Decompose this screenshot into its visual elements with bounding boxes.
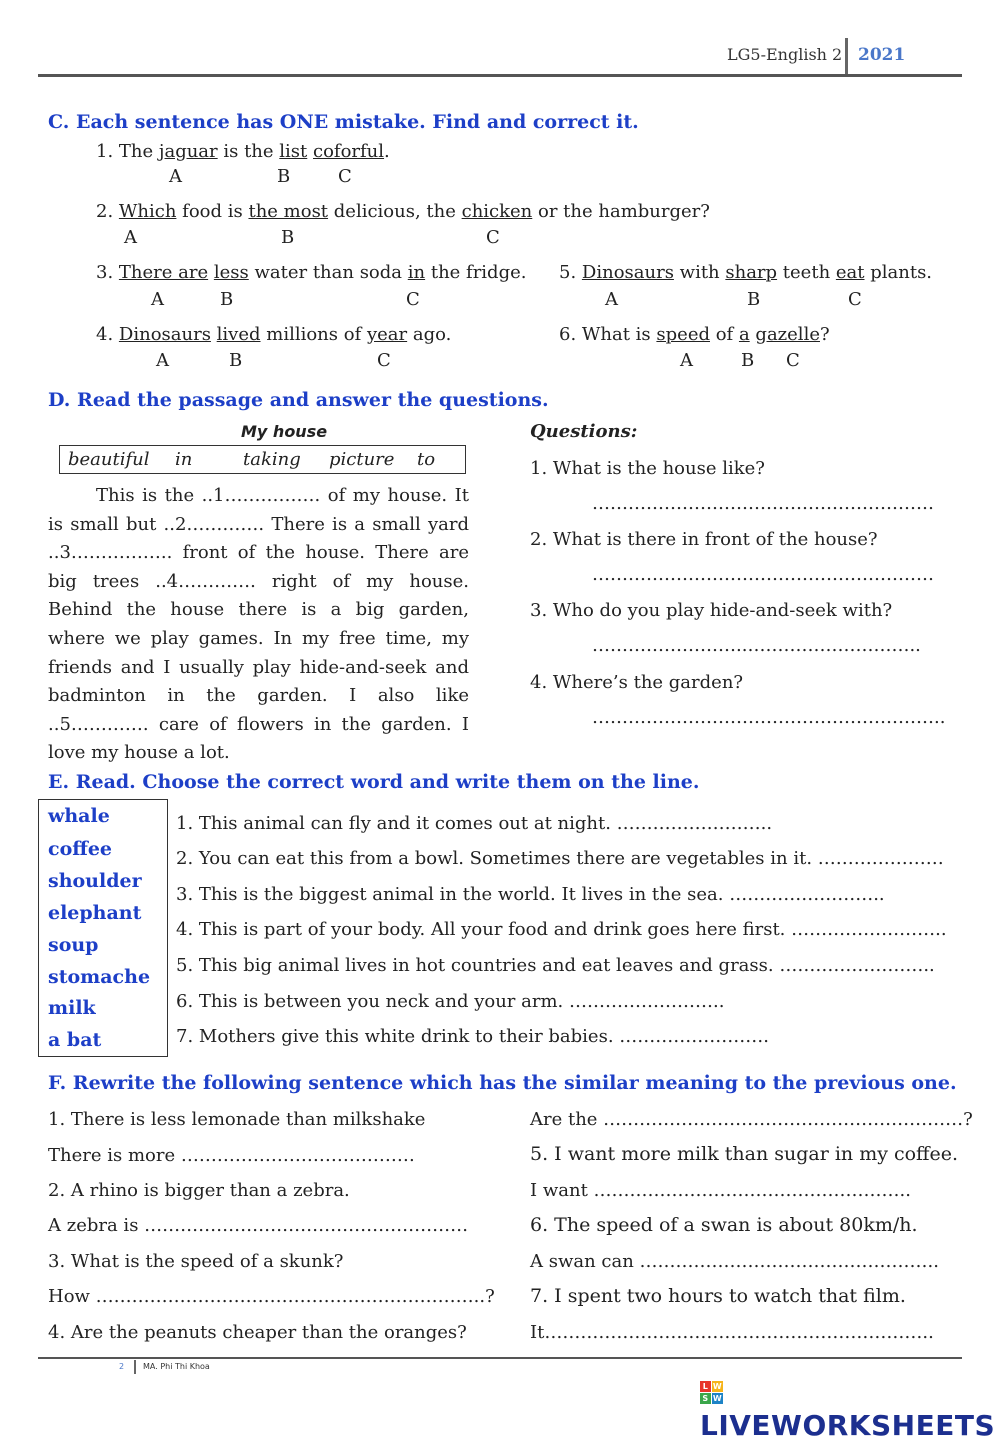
d-answer-line-2[interactable]: …………………………………………………: [592, 564, 934, 585]
footer-rule: [38, 1357, 962, 1359]
header-divider: [845, 38, 848, 74]
d-answer-line-1[interactable]: …………………………………………………: [592, 493, 934, 514]
f-right-5[interactable]: A swan can …………………………………………..: [530, 1251, 939, 1272]
f-left-2[interactable]: There is more …………………………………: [48, 1145, 415, 1166]
section-f-title: F. Rewrite the following sentence which has the similar meaning to the previous one.: [48, 1072, 957, 1094]
word-bank-picture: picture: [329, 449, 395, 470]
d-question-3: 3. Who do you play hide-and-seek with?: [530, 600, 893, 621]
f-right-1[interactable]: Are the ……………………………………………………?: [530, 1109, 973, 1130]
d-answer-line-4[interactable]: …………………………………………………..: [592, 707, 946, 728]
e-item-3: 3. This is the biggest animal in the world. It lives in the sea. ……………………..: [176, 884, 885, 905]
f-right-4: 6. The speed of a swan is about 80km/h.: [530, 1214, 918, 1236]
d-question-4: 4. Where’s the garden?: [530, 672, 744, 693]
c-item-3: 3. There are less water than soda in the fridge.: [96, 262, 527, 283]
f-left-6[interactable]: How ………………………………………………………..?: [48, 1286, 495, 1307]
c-item-4-letter-a: A: [156, 350, 169, 371]
c-item-2: 2. Which food is the most delicious, the chicken or the hamburger?: [96, 201, 710, 222]
footer-divider: [134, 1360, 136, 1374]
f-right-7[interactable]: It………………………………………………………..: [530, 1322, 934, 1343]
liveworksheets-wordmark: LIVEWORKSHEETS: [700, 1409, 996, 1442]
word-shoulder: shoulder: [48, 870, 142, 892]
header-year: 2021: [858, 45, 906, 65]
section-c-title: C. Each sentence has ONE mistake. Find and correct it.: [48, 111, 639, 133]
word-bank-beautiful: beautiful: [68, 449, 150, 470]
e-item-1: 1. This animal can fly and it comes out at night. ……………………..: [176, 813, 773, 834]
c-item-2-letter-a: A: [124, 227, 137, 248]
c-item-6: 6. What is speed of a gazelle?: [559, 324, 830, 345]
c-item-4: 4. Dinosaurs lived millions of year ago.: [96, 324, 452, 345]
c-item-4-letter-b: B: [229, 350, 243, 371]
c-item-5-letter-b: B: [747, 289, 761, 310]
footer-author: MA. Phi Thi Khoa: [143, 1362, 210, 1371]
word-milk: milk: [48, 997, 96, 1019]
d-answer-line-3[interactable]: ……………………..………………………..: [592, 635, 921, 656]
d-question-1: 1. What is the house like?: [530, 458, 765, 479]
c-item-3-letter-b: B: [220, 289, 234, 310]
c-item-6-letter-b: B: [741, 350, 755, 371]
word-a-bat: a bat: [48, 1029, 102, 1051]
f-left-1: 1. There is less lemonade than milkshake: [48, 1109, 426, 1130]
passage-title: My house: [241, 422, 328, 441]
word-bank-to: to: [417, 449, 436, 470]
section-d-title: D. Read the passage and answer the questions.: [48, 389, 549, 411]
c-item-3-letter-a: A: [151, 289, 164, 310]
liveworksheets-logo[interactable]: [700, 1376, 1000, 1442]
f-right-2: 5. I want more milk than sugar in my coffee.: [530, 1143, 959, 1165]
c-item-4-letter-c: C: [377, 350, 391, 371]
section-e-title: E. Read. Choose the correct word and write them on the line.: [48, 771, 700, 793]
word-whale: whale: [48, 805, 110, 827]
c-item-1-letter-b: B: [277, 166, 291, 187]
word-elephant: elephant: [48, 902, 142, 924]
word-bank-taking: taking: [243, 449, 301, 470]
f-left-3: 2. A rhino is bigger than a zebra.: [48, 1180, 350, 1201]
c-item-5-letter-c: C: [848, 289, 862, 310]
word-coffee: coffee: [48, 838, 113, 860]
header-course: LG5-English 2: [727, 45, 843, 64]
e-item-6: 6. This is between you neck and your arm. ……………………..: [176, 991, 725, 1012]
c-item-1-letter-c: C: [338, 166, 352, 187]
e-item-2: 2. You can eat this from a bowl. Sometimes there are vegetables in it. …………………: [176, 848, 944, 869]
c-item-5: 5. Dinosaurs with sharp teeth eat plants.: [559, 262, 933, 283]
f-right-3[interactable]: I want ……………………………………………..: [530, 1180, 911, 1201]
c-item-6-letter-c: C: [786, 350, 800, 371]
f-left-4[interactable]: A zebra is ………………………………………………: [48, 1215, 469, 1236]
liveworksheets-mark-icon: L W S W: [700, 1381, 724, 1405]
word-stomache: stomache: [48, 966, 151, 988]
c-item-1-letter-a: A: [169, 166, 182, 187]
reading-passage: This is the ..1……………. of my house. It is small but ..2…………. There is a small yard ..3…………….. front of the house. There are big trees ..4…………. right of my house. Behind the house there is a big garden, where we play games. In my free time, my friends and I usually play hide-and-seek and badminton in the garden. I also like ..5…………. care of flowers in the garden. I love my house a lot.: [48, 485, 469, 764]
f-left-5: 3. What is the speed of a skunk?: [48, 1251, 344, 1272]
c-item-6-letter-a: A: [680, 350, 693, 371]
e-item-4: 4. This is part of your body. All your food and drink goes here first. ……………………..: [176, 919, 947, 940]
header-rule: [38, 74, 962, 77]
c-item-3-letter-c: C: [406, 289, 420, 310]
e-item-5: 5. This big animal lives in hot countries and eat leaves and grass. ……………………..: [176, 955, 935, 976]
f-right-6: 7. I spent two hours to watch that film.: [530, 1285, 906, 1307]
c-item-1: 1. The jaguar is the list coforful.: [96, 141, 390, 162]
questions-label: Questions:: [530, 421, 638, 442]
word-soup: soup: [48, 934, 99, 956]
c-item-5-letter-a: A: [605, 289, 618, 310]
word-bank-in: in: [175, 449, 193, 470]
c-item-2-letter-b: B: [281, 227, 295, 248]
footer-page-number: 2: [119, 1362, 125, 1371]
d-question-2: 2. What is there in front of the house?: [530, 529, 878, 550]
f-left-7: 4. Are the peanuts cheaper than the oranges?: [48, 1322, 467, 1343]
c-item-2-letter-c: C: [486, 227, 500, 248]
e-item-7: 7. Mothers give this white drink to their babies. …………………….: [176, 1026, 769, 1047]
